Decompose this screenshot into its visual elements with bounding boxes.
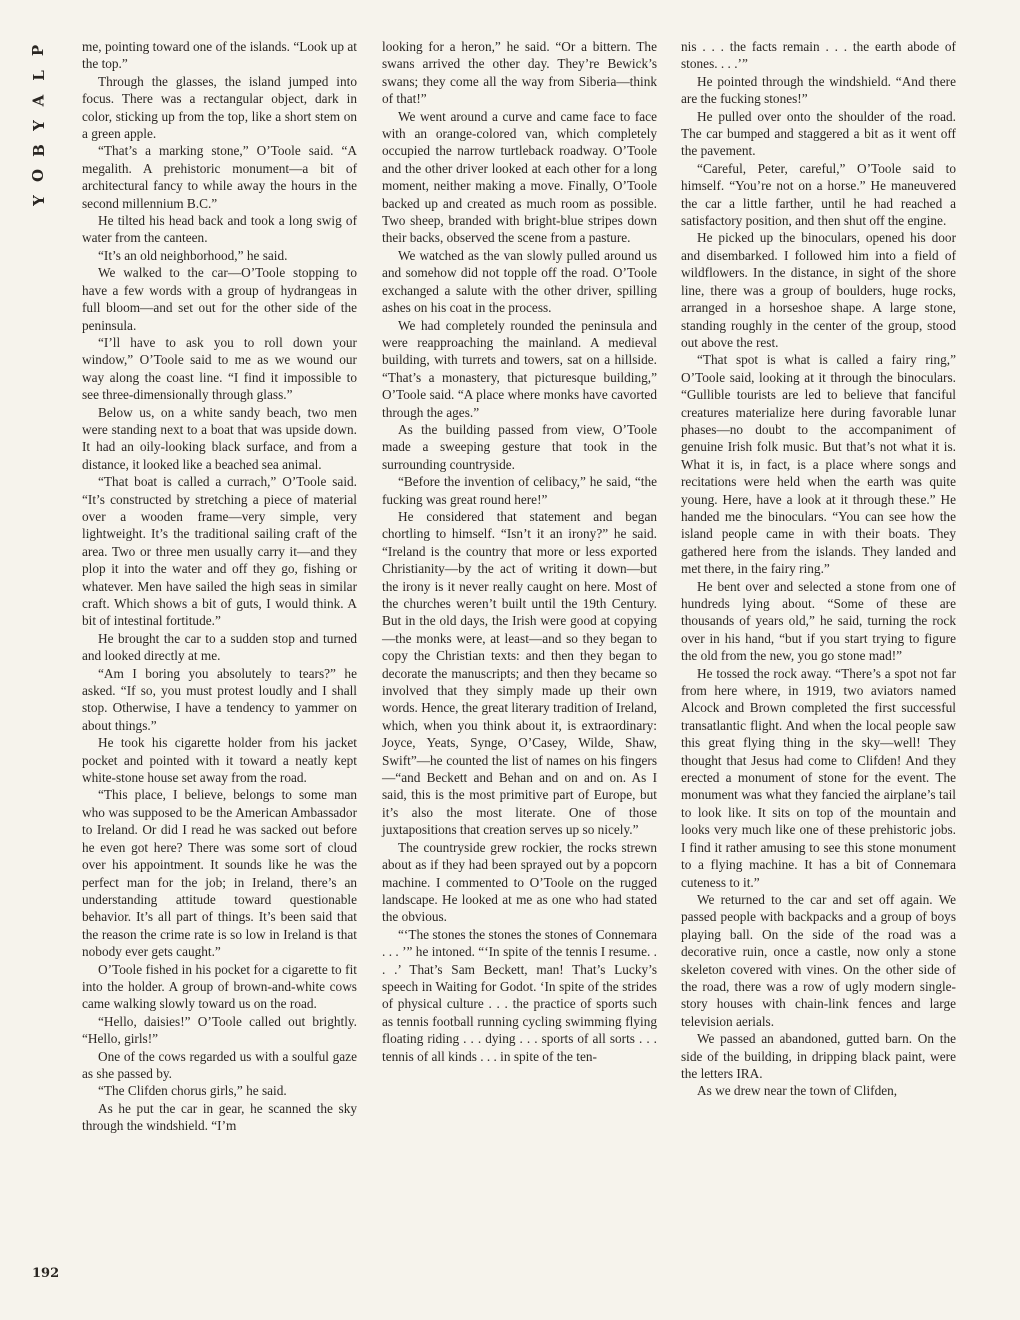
paragraph: nis . . . the facts remain . . . the earth abode of stones. . . .’” (681, 39, 956, 72)
paragraph: Below us, on a white sandy beach, two men were standing next to a boat that was upside down. It had an oily-looking black surface, and from a distance, it looked like a beached sea animal. (82, 404, 357, 472)
paragraph: “I’ll have to ask you to roll down your window,” O’Toole said to me as we wound our way along the coast line. “I find it impossible to see three-dimensionally through glass.” (82, 334, 357, 403)
paragraph: “This place, I believe, belongs to some man who was supposed to be the American Ambassador to Ireland. Or did I read he was sacked out before he even got here? There was some sort of cloud over his appointment. It sounds like he was the perfect man for the job; in Ireland, there’s an understanding attitude toward questionable behavior. It’s all part of things. It’s been said that the reason the crime rate is so low in Ireland is that nobody ever gets caught.” (82, 787, 357, 960)
paragraph: me, pointing toward one of the islands. “Look up at the top.” (82, 39, 357, 72)
masthead (28, 38, 50, 213)
article-column-3 (681, 38, 956, 1100)
paragraph: We returned to the car and set off again. We passed people with backpacks and a group of boys playing ball. On the side of the road was a decorative ruin, once a castle, now only a stone skeleton covered with vines. On the other side of the road, there was a row of ugly modern single-story houses with chain-link fences and large television aerials. (681, 891, 956, 1029)
masthead-letter: P (29, 44, 48, 57)
paragraph: He tossed the rock away. “There’s a spot not far from here where, in 1919, two aviators named Alcock and Brown completed the first successful transatlantic flight. And when the local people saw this great flying thing in the sky—well! They thought that Jesus had come to Clifden! And they erected a monument of stone for the event. The monument was what they fancied the airplane’s tail to look like. It sits on top of the mountain and looks very much like one of these prehistoric jobs. I find it rather amusing to see this stone monument to a flying machine. It has a bit of Connemara cuteness to it.” (681, 665, 956, 890)
paragraph: O’Toole fished in his pocket for a cigarette to fit into the holder. A group of brown-and-white cows came walking slowly toward us on the road. (82, 961, 357, 1012)
paragraph: He picked up the binoculars, opened his door and disembarked. I followed him into a field of wildflowers. In the distance, in sight of the shore line, there was a group of boulders, huge rocks, arranged in a horseshoe shape. A large stone, standing roughly in the center of the group, stood out above the rest. (681, 230, 956, 350)
paragraph: He took his cigarette holder from his jacket pocket and pointed with it toward a neatly kept white-stone house set away from the road. (82, 735, 357, 786)
paragraph: He considered that statement and began chortling to himself. “Isn’t it an irony?” he said. “Ireland is the country that more or less exported Christianity—by the act of writing it down—but the irony is it never really caught on here. Most of the churches weren’t built until the 19th Century. But in the old days, the Irish were good at copying—the monks were, at least—and so they began to copy the Christian texts: and then they began to decorate the manuscripts; and then they became so involved that they simply made up their own words. Hence, the great literary tradition of Ireland, which, when you think about it, is extraordinary: Joyce, Yeats, Synge, O’Casey, Wilde, Shaw, Swift”—he counted the list of names on his fingers—“and Beckett and Behan and on and on. As I said, this is the most primitive part of Europe, but it’s also the most literate. One of those juxtapositions that creation serves up so nicely.” (382, 508, 657, 838)
paragraph: One of the cows regarded us with a soulful gaze as she passed by. (82, 1048, 357, 1081)
paragraph: He brought the car to a sudden stop and turned and looked directly at me. (82, 630, 357, 664)
paragraph: He pulled over onto the shoulder of the road. The car bumped and staggered a bit as it went off the pavement. (681, 108, 956, 159)
paragraph: Through the glasses, the island jumped into focus. There was a rectangular object, dark in color, sticking up from the top, like a short stem on a green apple. (82, 73, 357, 142)
paragraph: “It’s an old neighborhood,” he said. (98, 247, 288, 263)
paragraph: “Hello, daisies!” O’Toole called out brightly. “Hello, girls!” (82, 1013, 357, 1047)
paragraph: The countryside grew rockier, the rocks strewn about as if they had been sprayed out by a popcorn machine. I commented to O’Toole on the rugged landscape. He looked at me as one who had stated the obvious. (382, 839, 657, 925)
page-number: 192 (32, 1266, 60, 1281)
paragraph: We had completely rounded the peninsula and were reapproaching the mainland. A medieval building, with turrets and towers, sat on a hillside. “That’s a monastery, that picturesque building,” O’Toole said. “A place where monks have cavorted through the ages.” (382, 317, 657, 420)
paragraph: looking for a heron,” he said. “Or a bittern. The swans arrived the other day. They’re Bewick’s swans; they come all the way from Siberia—think of that!” (382, 39, 657, 107)
paragraph: He pointed through the windshield. “And there are the fucking stones!” (681, 73, 956, 107)
paragraph: He tilted his head back and took a long swig of water from the canteen. (82, 213, 357, 246)
paragraph: “Before the invention of celibacy,” he said, “the fucking was great round here!” (382, 474, 657, 507)
paragraph: He bent over and selected a stone from one of hundreds lying about. “Some of these are thousands of years old,” he said, turning the rock over in his hand, “but if you start trying to figure the old from the new, you go stone mad!” (681, 578, 956, 664)
paragraph: We went around a curve and came face to face with an orange-colored van, which completely occupied the narrow turtleback roadway. O’Toole and the other driver looked at each other for a long moment, neither making a move. Finally, O’Toole backed up and created as much room as possible. Two sheep, branded with bright-blue stripes down their backs, observed the scene from a pasture. (382, 108, 657, 246)
article-column-1 (82, 38, 357, 1135)
masthead-letter: Y (29, 195, 48, 206)
paragraph: We walked to the car—O’Toole stopping to have a few words with a group of hydrangeas in full bloom—and set out for the other side of the peninsula. (82, 265, 357, 333)
masthead-letter: O (29, 168, 48, 183)
article-column-2 (382, 38, 657, 1065)
paragraph: “That’s a marking stone,” O’Toole said. “A megalith. A prehistoric monument—a bit of architectural fancy to while away the hours in the second millennium B.C.” (82, 143, 357, 211)
paragraph: As he put the car in gear, he scanned the sky through the windshield. “I’m (82, 1100, 357, 1134)
paragraph: “‘The stones the stones the stones of Connemara . . . ’” he intoned. “‘In spite of the tennis I resume. . . .’ That’s Sam Beckett, man! That’s Lucky’s speech in Waiting for Godot. ‘In spite of the strides of physical culture . . . the practice of sports such as tennis football running cycling swimming flying floating riding . . . dying . . . sports of all sorts . . . tennis of all kinds . . . in spite of the ten- (382, 926, 657, 1064)
masthead-letter: L (29, 70, 48, 81)
paragraph: “Am I boring you absolutely to tears?” he asked. “If so, you must protest loudly and I shall stop. Otherwise, I have a tendency to yammer on about things.” (82, 665, 357, 733)
paragraph: “That spot is what is called a fairy ring,” O’Toole said, looking at it through the binoculars. “Gullible tourists are led to believe that fanciful creatures materialize here during favorable lunar phases—no doubt to the accompaniment of genuine Irish folk music. But that’s not what it is. What it is, in fact, is a place where songs and recitations were held when the earth was quite young. Here, have a look at it through these.” He handed me the binoculars. “You can see how the island people came in with their boats. They gathered here from the islands. They landed and met there, in the fairy ring.” (681, 352, 956, 577)
paragraph: As we drew near the town of Clifden, (697, 1083, 898, 1099)
paragraph: “Careful, Peter, careful,” O’Toole said to himself. “You’re not on a horse.” He maneuvered the car a little farther, until he had reached a satisfactory position, and then shut off the engine. (681, 160, 956, 229)
masthead-letter: B (29, 144, 48, 157)
paragraph: We passed an abandoned, gutted barn. On the side of the building, in dripping black paint, were the letters IRA. (681, 1031, 956, 1081)
paragraph: As the building passed from view, O’Toole made a sweeping gesture that took in the surrounding countryside. (382, 421, 657, 472)
paragraph: “That boat is called a currach,” O’Toole said. “It’s constructed by stretching a piece of material over a wooden frame—very simple, very lightweight. It’s the traditional sailing craft of the area. Two or three men usually carry it—and they plop it into the water and off they go, fishing or whatever. Men have sailed the high seas in similar craft. Which shows a bit of guts, I would think. A bit of intestinal fortitude.” (82, 474, 357, 629)
paragraph: We watched as the van slowly pulled around us and somehow did not topple off the road. O’Toole exchanged a salute with the other driver, spilling ashes on his coat in the process. (382, 247, 657, 316)
masthead-letter: A (29, 94, 48, 107)
paragraph: “The Clifden chorus girls,” he said. (98, 1083, 287, 1099)
masthead-letter: Y (29, 120, 48, 131)
